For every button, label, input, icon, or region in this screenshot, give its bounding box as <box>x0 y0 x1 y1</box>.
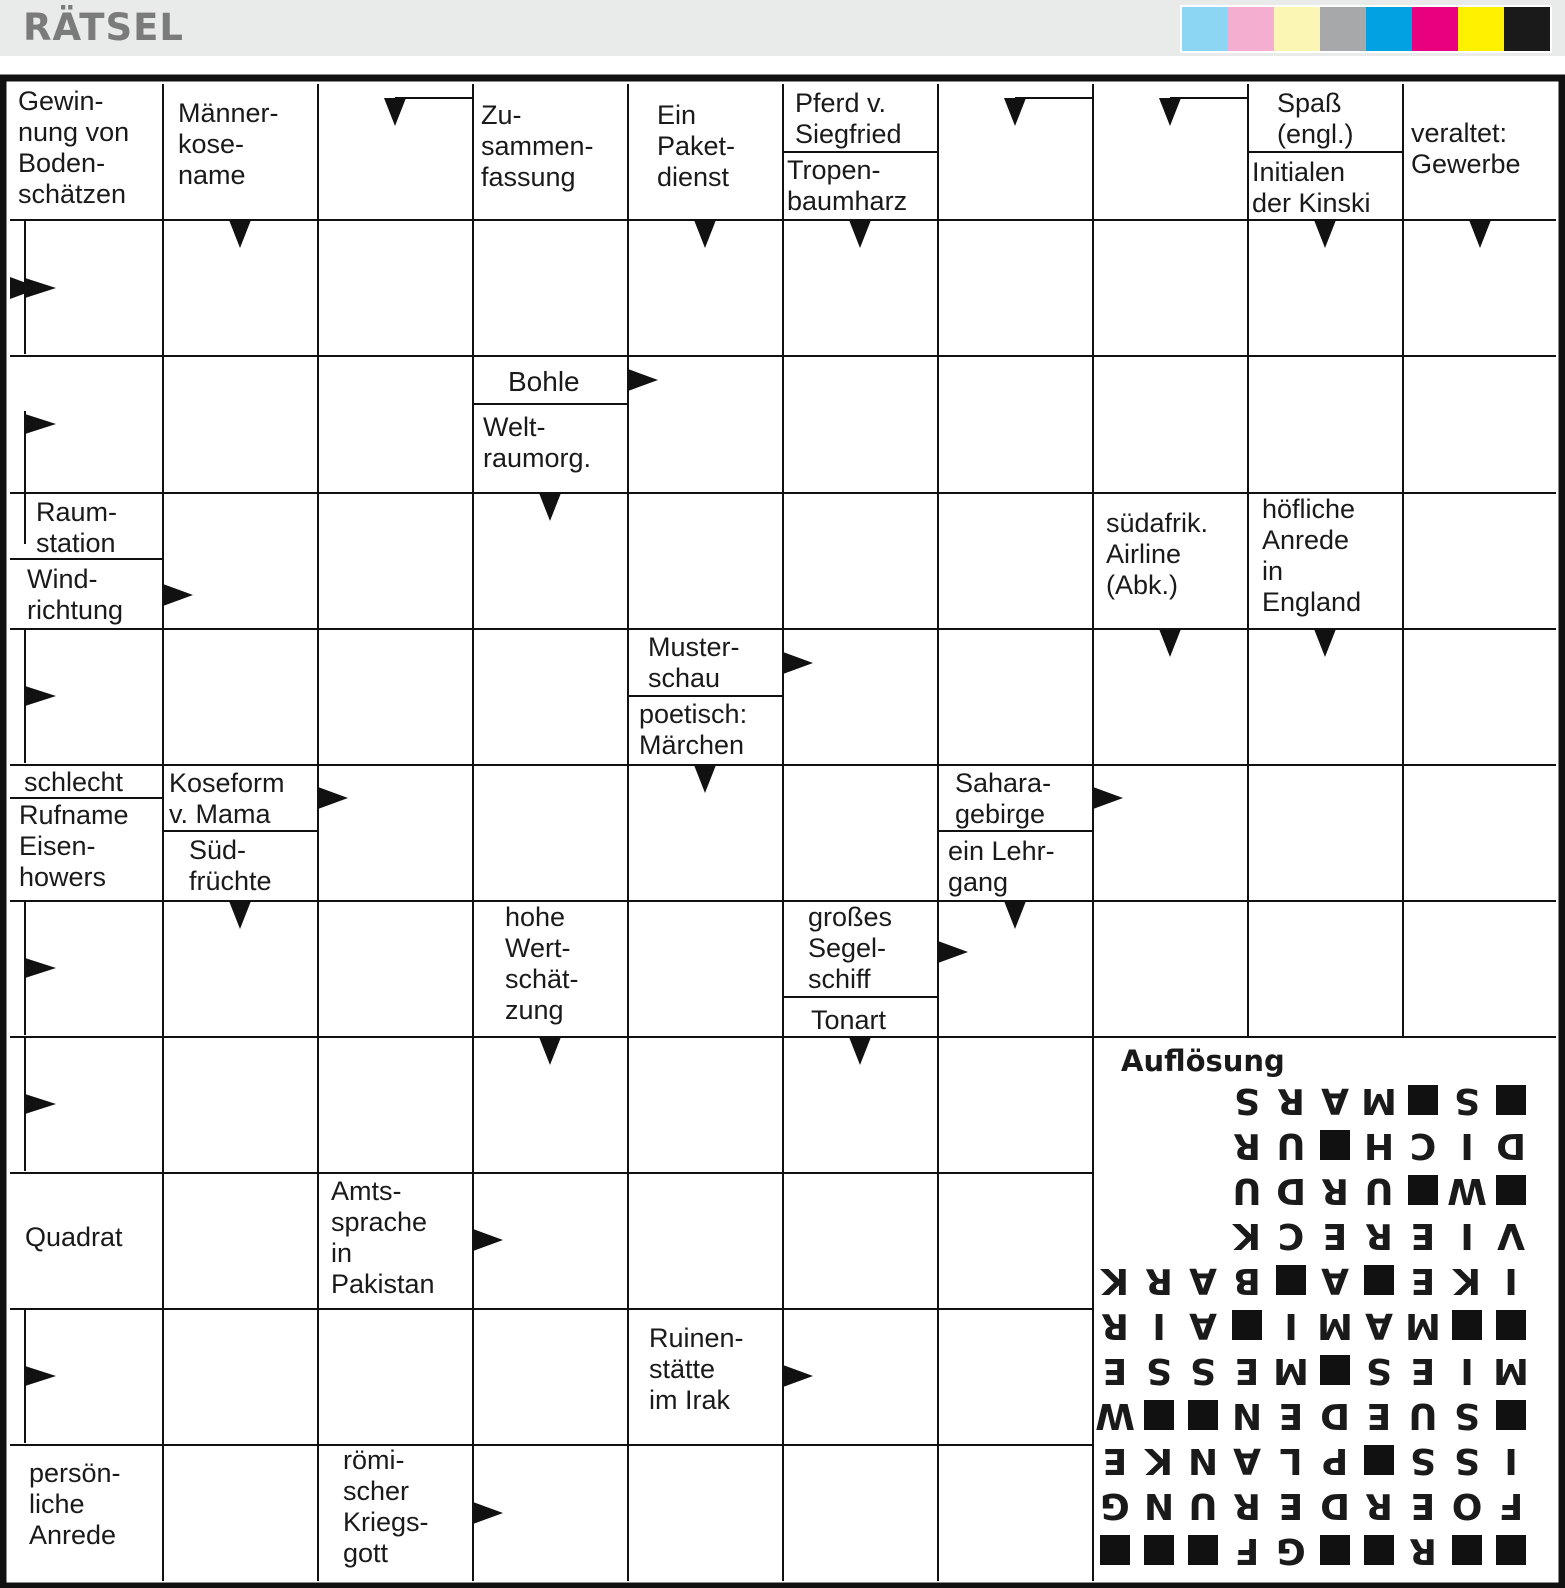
clue-sahara: Sahara- gebirge <box>955 768 1052 829</box>
clue-ruinen: Ruinen- stätte im Irak <box>649 1323 744 1415</box>
arrow-down-icon <box>694 220 716 248</box>
solution-letter: A <box>1189 1305 1217 1346</box>
solution-letter: O <box>1451 1485 1483 1526</box>
solution-row <box>1093 1441 1533 1479</box>
solution-block <box>1408 1085 1438 1115</box>
solution-row <box>1093 1306 1533 1344</box>
solution-letter: E <box>1410 1350 1436 1391</box>
solution-block <box>1452 1310 1482 1340</box>
clue-lehrgang: ein Lehr- gang <box>948 836 1055 897</box>
solution-letter: H <box>1363 1125 1395 1166</box>
solution-row <box>1093 1486 1533 1524</box>
clue-poetisch: poetisch: Märchen <box>639 699 748 760</box>
solution-letter: W <box>1447 1170 1487 1211</box>
solution-letter: R <box>1277 1080 1305 1121</box>
solution-letter: L <box>1279 1440 1303 1481</box>
clue-tropen: Tropen- baumharz <box>787 155 908 216</box>
arrow-right-icon <box>783 1365 813 1387</box>
clue-schlecht: schlecht <box>24 767 124 797</box>
solution-letter: S <box>1366 1350 1392 1391</box>
solution-letter: M <box>1405 1305 1441 1346</box>
arrow-down-icon <box>1159 629 1181 657</box>
solution-letter: I <box>1152 1305 1166 1346</box>
solution-block <box>1100 1535 1130 1565</box>
solution-letter: R <box>1365 1215 1393 1256</box>
solution-letter: A <box>1233 1440 1261 1481</box>
arrow-down-icon <box>849 220 871 248</box>
solution-letter: S <box>1454 1395 1480 1436</box>
arrow-down-icon <box>1004 901 1026 929</box>
solution-letter: E <box>1410 1215 1436 1256</box>
solution-letter: K <box>1145 1440 1173 1481</box>
solution-letter: E <box>1102 1350 1128 1391</box>
solution-letter: E <box>1278 1485 1304 1526</box>
solution-letter: S <box>1234 1080 1260 1121</box>
solution-letter: M <box>1361 1080 1397 1121</box>
solution-block <box>1320 1130 1350 1160</box>
solution-letter: E <box>1322 1215 1348 1256</box>
solution-letter: A <box>1321 1260 1349 1301</box>
arrow-down-icon <box>1469 220 1491 248</box>
clue-quadrat: Quadrat <box>25 1222 123 1252</box>
solution-letter: U <box>1188 1485 1218 1526</box>
solution-letter: W <box>1095 1395 1135 1436</box>
clue-windrichtung: Wind- richtung <box>27 564 124 625</box>
solution-block <box>1276 1265 1306 1295</box>
solution-letter: S <box>1146 1350 1172 1391</box>
solution-letter: K <box>1101 1260 1129 1301</box>
clue-roemischer: römi- scher Kriegs- gott <box>343 1445 429 1568</box>
solution-letter: N <box>1187 1440 1219 1481</box>
arrow-down-icon <box>1004 98 1026 126</box>
solution-letter: P <box>1321 1440 1349 1481</box>
clue-amtssprache: Amts- sprache in Pakistan <box>331 1176 435 1299</box>
clue-rufname: Rufname Eisen- howers <box>19 800 129 892</box>
solution-letter: M <box>1273 1350 1309 1391</box>
solution-letter: D <box>1320 1395 1350 1436</box>
arrow-right-icon <box>628 369 658 391</box>
solution-block <box>1364 1445 1394 1475</box>
solution-letter: G <box>1100 1485 1130 1526</box>
solution-letter: M <box>1493 1350 1529 1391</box>
page-title: RÄTSEL <box>23 6 184 49</box>
solution-letter: S <box>1454 1440 1480 1481</box>
arrow-right-icon <box>473 1502 503 1524</box>
solution-letter: A <box>1189 1260 1217 1301</box>
solution-letter: S <box>1410 1440 1436 1481</box>
solution-letter: I <box>1460 1350 1474 1391</box>
solution-letter: I <box>1284 1305 1298 1346</box>
solution-letter: C <box>1409 1125 1437 1166</box>
arrow-right-icon <box>25 1094 56 1114</box>
solution-block <box>1320 1355 1350 1385</box>
solution-letter: R <box>1145 1260 1173 1301</box>
solution-letter: S <box>1454 1080 1480 1121</box>
clue-koseform: Koseform v. Mama <box>169 768 285 829</box>
solution-row <box>1093 1261 1533 1299</box>
solution-row <box>1225 1171 1533 1209</box>
clue-tonart: Tonart <box>811 1005 887 1035</box>
solution-letter: U <box>1364 1170 1394 1211</box>
arrow-down-icon <box>539 1037 561 1065</box>
clue-weltraum: Welt- raumorg. <box>483 412 592 473</box>
arrow-down-icon <box>229 901 251 929</box>
clue-bohle: Bohle <box>508 366 580 397</box>
clue-gewinnung: Gewin- nung von Boden- schätzen <box>18 86 130 209</box>
solution-letter: G <box>1276 1530 1306 1571</box>
solution-letter: E <box>1366 1395 1392 1436</box>
solution-letter: K <box>1233 1215 1261 1256</box>
solution-block <box>1364 1535 1394 1565</box>
solution-letter: R <box>1233 1485 1261 1526</box>
solution-block <box>1188 1535 1218 1565</box>
solution-block <box>1232 1310 1262 1340</box>
arrow-down-icon <box>229 220 251 248</box>
solution-block <box>1496 1175 1526 1205</box>
solution-block <box>1144 1535 1174 1565</box>
solution-letter: E <box>1234 1350 1260 1391</box>
solution-letter: I <box>1504 1260 1518 1301</box>
clue-raumstation: Raum- station <box>36 497 118 558</box>
solution-row <box>1225 1126 1533 1164</box>
solution-row <box>1093 1351 1533 1389</box>
solution-block <box>1496 1535 1526 1565</box>
clue-maenner: Männer- kose- name <box>178 98 279 190</box>
solution-letter: R <box>1365 1485 1393 1526</box>
arrow-down-icon <box>539 493 561 521</box>
arrow-right-icon <box>1093 787 1123 809</box>
solution-letter: B <box>1233 1260 1261 1301</box>
solution-letter: U <box>1276 1125 1306 1166</box>
clue-paket: Ein Paket- dienst <box>657 100 736 192</box>
arrow-right-icon <box>25 278 56 298</box>
arrow-down-icon <box>1314 629 1336 657</box>
solution-block <box>1496 1085 1526 1115</box>
solution-letter: A <box>1321 1080 1349 1121</box>
solution-row <box>1225 1216 1533 1254</box>
clue-initialen: Initialen der Kinski <box>1252 157 1371 218</box>
solution-letter: R <box>1321 1170 1349 1211</box>
clue-hohe: hohe Wert- schät- zung <box>505 902 579 1025</box>
arrow-right-icon <box>938 941 968 963</box>
clue-zusammen: Zu- sammen- fassung <box>481 100 594 192</box>
solution-block <box>1188 1400 1218 1430</box>
solution-letter: K <box>1453 1260 1481 1301</box>
solution-letter: C <box>1277 1215 1305 1256</box>
solution-letter: M <box>1317 1305 1353 1346</box>
solution-letter: U <box>1232 1170 1262 1211</box>
clue-suedfruechte: Süd- früchte <box>189 835 272 896</box>
arrow-right-icon <box>25 686 56 706</box>
solution-block <box>1144 1400 1174 1430</box>
solution-row <box>1093 1396 1533 1434</box>
clue-persoenliche: persön- liche Anrede <box>29 1458 121 1550</box>
solution-block <box>1452 1535 1482 1565</box>
solution-letter: N <box>1231 1395 1263 1436</box>
clue-hoefliche: höfliche Anrede in England <box>1262 494 1362 617</box>
solution-row <box>1225 1081 1533 1119</box>
solution-letter: N <box>1143 1485 1175 1526</box>
clue-spass: Spaß (engl.) <box>1277 88 1354 149</box>
solution-letter: R <box>1233 1125 1261 1166</box>
solution-letter: I <box>1460 1125 1474 1166</box>
solution-row <box>1093 1531 1533 1569</box>
arrow-down-icon <box>1159 98 1181 126</box>
solution-letter: A <box>1365 1305 1393 1346</box>
solution-letter: D <box>1276 1170 1306 1211</box>
solution-letter: U <box>1408 1395 1438 1436</box>
solution-letter: R <box>1409 1530 1437 1571</box>
arrow-right-icon <box>783 652 813 674</box>
arrow-right-icon <box>25 1366 56 1386</box>
solution-block <box>1364 1265 1394 1295</box>
arrow-down-icon <box>694 765 716 793</box>
arrow-right-icon <box>25 414 56 434</box>
solution-title: Auflösung <box>1121 1044 1285 1078</box>
solution-letter: I <box>1504 1440 1518 1481</box>
arrow-right-icon <box>318 787 348 809</box>
arrow-down-icon <box>849 1037 871 1065</box>
solution-letter: D <box>1496 1125 1526 1166</box>
solution-letter: F <box>1234 1530 1260 1571</box>
arrow-right-icon <box>163 584 193 606</box>
solution-block <box>1320 1535 1350 1565</box>
solution-letter: E <box>1278 1395 1304 1436</box>
clue-pferd: Pferd v. Siegfried <box>795 88 902 149</box>
solution-letter: I <box>1460 1215 1474 1256</box>
solution-letter: V <box>1497 1215 1525 1256</box>
solution-block <box>1496 1400 1526 1430</box>
solution-letter: D <box>1320 1485 1350 1526</box>
solution-letter: S <box>1190 1350 1216 1391</box>
solution-letter: E <box>1410 1485 1436 1526</box>
arrow-down-icon <box>1314 220 1336 248</box>
arrow-right-icon <box>25 958 56 978</box>
solution-letter: E <box>1410 1260 1436 1301</box>
solution-block <box>1408 1175 1438 1205</box>
solution-letter: E <box>1102 1440 1128 1481</box>
clue-suedafrik: südafrik. Airline (Abk.) <box>1106 508 1209 600</box>
arrow-down-icon <box>384 98 406 126</box>
solution-letter: F <box>1498 1485 1524 1526</box>
clue-musterschau: Muster- schau <box>648 632 740 693</box>
solution-letter: R <box>1101 1305 1129 1346</box>
solution-block <box>1496 1310 1526 1340</box>
arrow-right-icon <box>473 1229 503 1251</box>
clue-grosses: großes Segel- schiff <box>808 902 893 994</box>
clue-veraltet: veraltet: Gewerbe <box>1411 118 1521 179</box>
